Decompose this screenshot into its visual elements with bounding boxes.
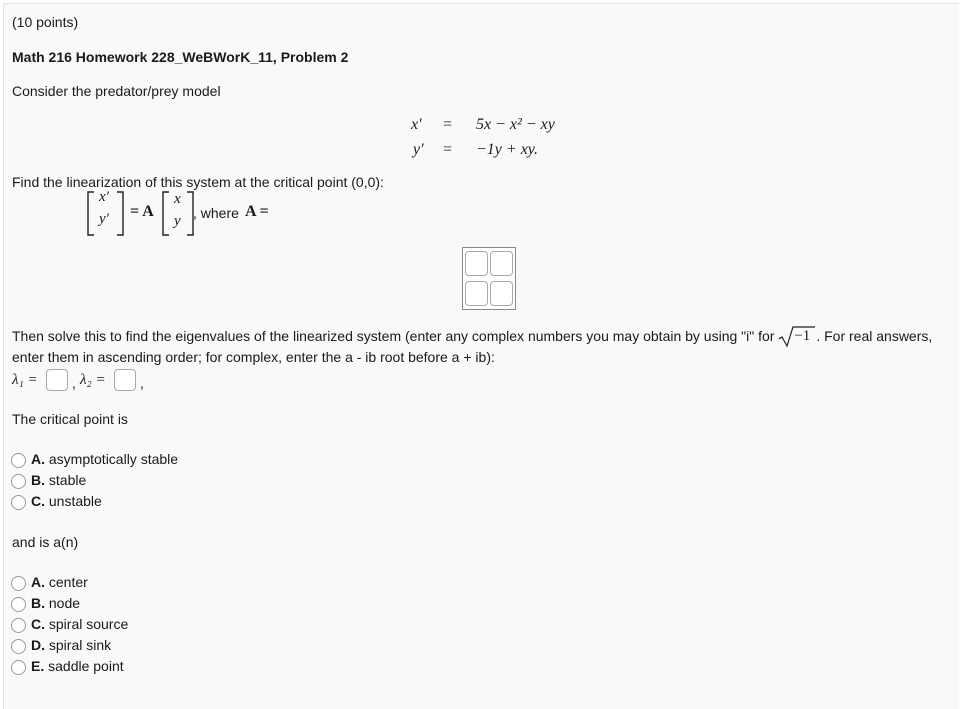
type-option-a[interactable]: A. center	[31, 574, 88, 590]
problem-title: Math 216 Homework 228_WeBWorK_11, Problem 2	[12, 49, 349, 65]
eq2-equals: =	[443, 141, 453, 158]
type-radio-c[interactable]	[11, 618, 26, 633]
stability-option-c[interactable]: C. unstable	[31, 493, 102, 509]
left-bracket-lhs	[86, 191, 100, 236]
stability-radio-b[interactable]	[11, 474, 26, 489]
lambda-end-separator: ,	[140, 375, 144, 391]
vec-rhs-bottom: y	[174, 213, 181, 229]
type-option-d[interactable]: D. spiral sink	[31, 637, 112, 653]
stability-option-b[interactable]: B. stable	[31, 472, 87, 488]
type-option-e[interactable]: E. saddle point	[31, 658, 124, 674]
type-radio-e[interactable]	[11, 660, 26, 675]
where-text: , where	[193, 205, 239, 221]
vec-rhs-top: x	[174, 191, 181, 207]
equals-A: = A	[130, 203, 154, 220]
stability-radio-c[interactable]	[11, 495, 26, 510]
lambda-separator: ,	[72, 375, 76, 391]
eq2-lhs: y′	[413, 141, 424, 158]
type-radio-a[interactable]	[11, 576, 26, 591]
eigen-prompt-line1	[12, 328, 932, 345]
type-option-c[interactable]: C. spiral source	[31, 616, 129, 632]
intro-text: Consider the predator/prey model	[12, 83, 221, 99]
sqrt-symbol	[778, 328, 816, 345]
type-radio-d[interactable]	[11, 639, 26, 654]
left-bracket-rhs	[161, 191, 175, 236]
eq1-rhs: 5x − x² − xy	[476, 116, 555, 133]
eigen-prompt-line2: enter them in ascending order; for complex, enter the a - ib root before a + ib):	[12, 349, 495, 365]
stability-question: The critical point is	[12, 411, 128, 427]
type-question: and is a(n)	[12, 534, 79, 550]
eq1-equals: =	[443, 116, 453, 133]
type-radio-b[interactable]	[11, 597, 26, 612]
stability-radio-a[interactable]	[11, 453, 26, 468]
sqrt-arg: −1	[794, 328, 811, 344]
stability-option-a[interactable]: A. asymptotically stable	[31, 451, 179, 467]
eq2-rhs: −1y + xy.	[476, 141, 539, 158]
matrix-a21-input[interactable]	[465, 281, 488, 306]
right-bracket-lhs	[114, 191, 126, 236]
lambda1-label: λ₁ =	[12, 372, 38, 388]
points-label: (10 points)	[12, 14, 79, 30]
eigen-prompt-end: . For real answers,	[816, 328, 933, 344]
vec-lhs-top: x′	[99, 189, 109, 205]
A-equals: A =	[245, 203, 269, 220]
eq1-lhs: x′	[411, 116, 422, 133]
type-option-b[interactable]: B. node	[31, 595, 81, 611]
lambda2-input[interactable]	[114, 369, 136, 391]
lambda1-input[interactable]	[46, 369, 68, 391]
vec-lhs-bottom: y′	[99, 211, 109, 227]
linearization-prompt: Find the linearization of this system at the critical point (0,0):	[12, 174, 384, 190]
eigen-prompt-text: Then solve this to find the eigenvalues of the linearized system (enter any complex numbers you may obtain by using "i" for	[12, 328, 775, 344]
matrix-a22-input[interactable]	[490, 281, 513, 306]
matrix-a12-input[interactable]	[490, 251, 513, 276]
lambda2-label: λ₂ =	[80, 372, 106, 388]
matrix-a11-input[interactable]	[465, 251, 488, 276]
